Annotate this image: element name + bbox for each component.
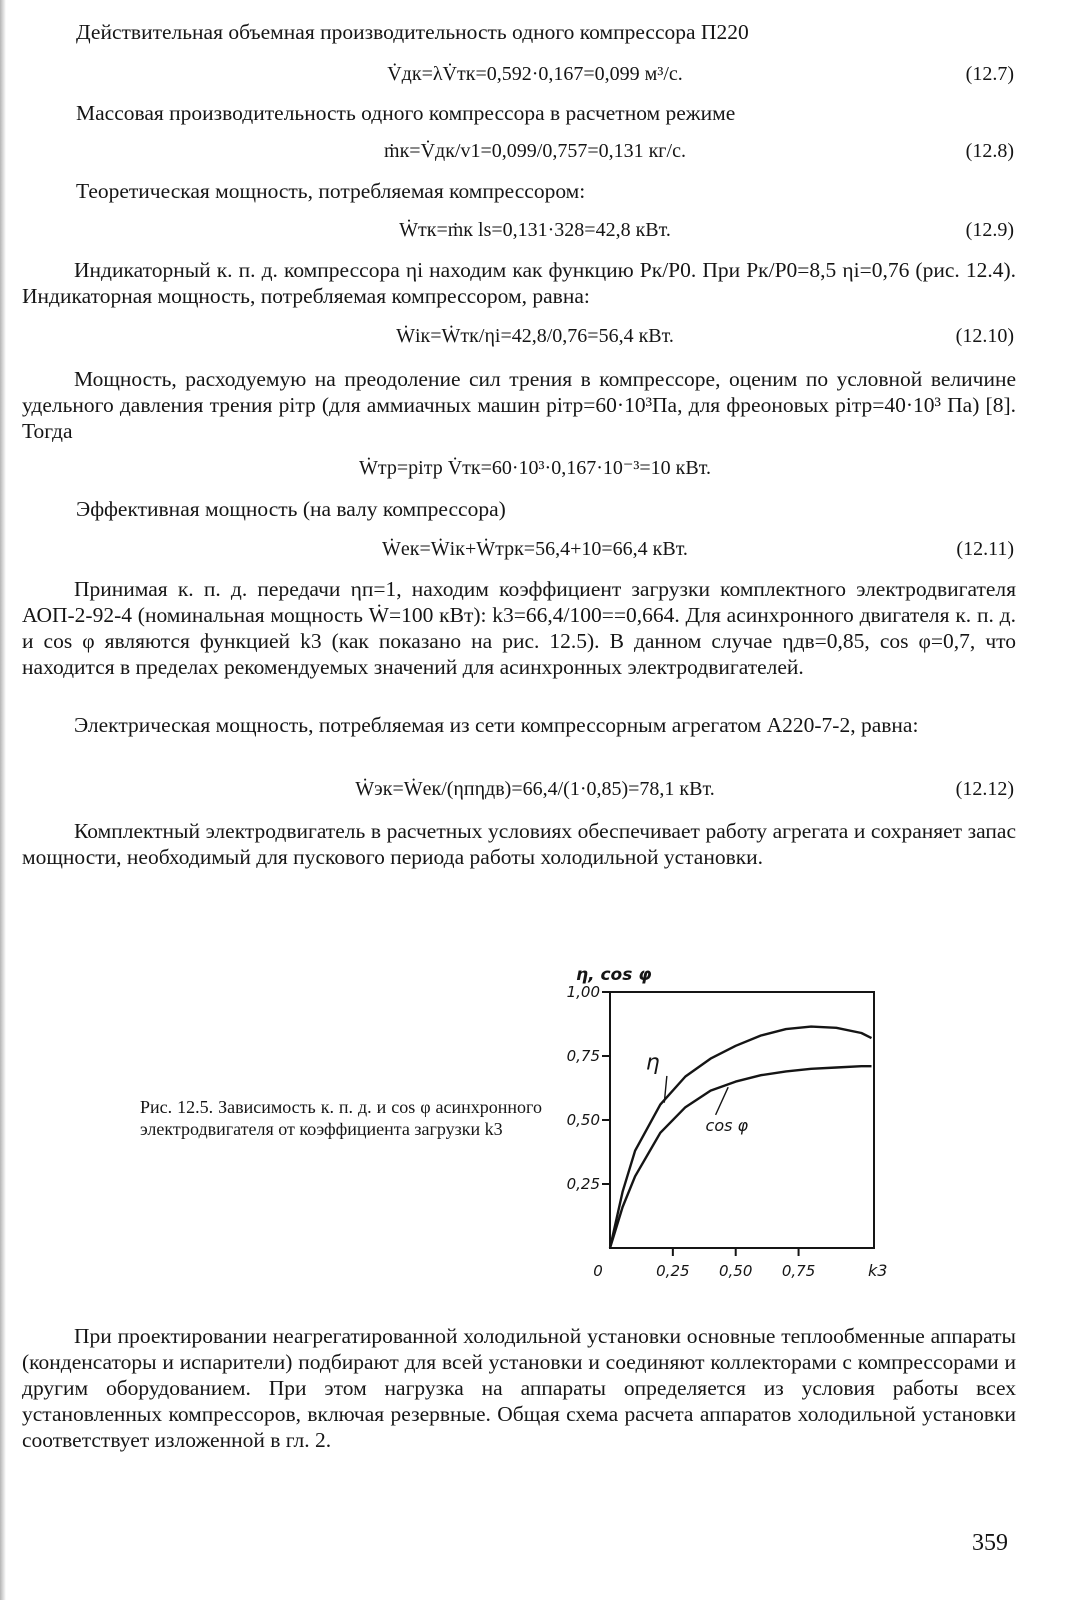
paragraph-conclusion: Комплектный электродвигатель в расчетных условиях обеспечивает работу агрегата и сохраняет запас мощности, необходимый для пускового периода работы холодильной установки. xyxy=(22,819,1016,869)
figure-caption: Рис. 12.5. Зависимость к. п. д. и cos φ асинхронного электродвигателя от коэффициента загрузки k3 xyxy=(140,1097,542,1139)
y-axis-label: η, cos φ xyxy=(576,965,652,985)
equation-friction xyxy=(0,454,1070,482)
equation-formula: Ẇтк=ṁк ls=0,131·328=42,8 кВт. xyxy=(399,219,671,241)
paragraph-effective-power: Эффективная мощность (на валу компрессора) xyxy=(76,497,506,521)
x-tick-label: 0,50 xyxy=(719,1262,753,1280)
y-tick-label: 0,75 xyxy=(566,1047,600,1065)
x-tick-label: 0 xyxy=(593,1262,603,1280)
equation-number: (12.9) xyxy=(965,219,1014,241)
equation-number: (12.8) xyxy=(965,140,1014,162)
x-axis-label: k3 xyxy=(868,1261,888,1280)
paragraph-mass-capacity: Массовая производительность одного компрессора в расчетном режиме xyxy=(76,101,736,125)
series-label-eta: η xyxy=(645,1050,660,1076)
y-tick-label: 0,50 xyxy=(566,1111,600,1129)
paragraph-electric-power: Электрическая мощность, потребляемая из сети компрессорным агрегатом А220-7-2, равна: xyxy=(74,713,919,737)
equation-number: (12.7) xyxy=(965,63,1014,85)
y-tick-label: 0,25 xyxy=(566,1175,600,1193)
equation-formula: ṁк=V̇дк/v1=0,099/0,757=0,131 кг/с. xyxy=(384,140,686,162)
equation-formula: Ẇтр=piтр V̇тк=60·10³·0,167·10⁻³=10 кВт. xyxy=(359,457,711,479)
series-line-cos-phi xyxy=(610,1066,872,1248)
equation-12-12 xyxy=(0,775,1070,803)
paragraph-volumetric-capacity: Действительная объемная производительность одного компрессора П220 xyxy=(76,20,749,44)
equation-12-7 xyxy=(0,60,1070,88)
paragraph-friction-power: Мощность, расходуемую на преодоление сил трения в компрессоре, оценим по условной величине удельного давления трения piтр (для аммиачных машин piтр=60·10³Па, для фреоновых piтр=40·10³ Па) [8]. Тогда xyxy=(22,367,1016,443)
efficiency-chart xyxy=(566,952,896,1282)
equation-number: (12.11) xyxy=(956,538,1014,560)
equation-formula: Ẇэк=Ẇeк/(ηпηдв)=66,4/(1·0,85)=78,1 кВт. xyxy=(355,778,715,800)
equation-12-11 xyxy=(0,535,1070,563)
page-number: 359 xyxy=(972,1530,1008,1556)
equation-12-8 xyxy=(0,137,1070,165)
series-label-cos-phi: cos φ xyxy=(705,1116,749,1136)
equation-formula: Ẇeк=Ẇiк+Ẇтрк=56,4+10=66,4 кВт. xyxy=(382,538,688,560)
y-tick-label: 1,00 xyxy=(566,983,600,1001)
paragraph-indicator-efficiency: Индикаторный к. п. д. компрессора ηi находим как функцию Pк/P0. При Pк/P0=8,5 ηi=0,76 (рис. 12.4). Индикаторная мощность, потребляемая компрессором, равна: xyxy=(22,258,1016,308)
equation-formula: Ẇiк=Ẇтк/ηi=42,8/0,76=56,4 кВт. xyxy=(396,325,674,347)
x-tick-label: 0,75 xyxy=(781,1262,816,1280)
paragraph-theoretical-power: Теоретическая мощность, потребляемая компрессором: xyxy=(76,179,586,203)
equation-formula: V̇дк=λV̇тк=0,592·0,167=0,099 м³/с. xyxy=(387,63,683,85)
paragraph-design: При проектировании неагрегатированной холодильной установки основные теплообменные аппараты (конденсаторы и испарители) подбирают для всей установки и соединяют коллекторами с компрессорами и другим оборудованием. При этом нагрузка на аппараты определяется из условия работы всех установленных компрессоров, включая резервные. Общая схема расчета аппаратов холодильной установки соответствует изложенной в гл. 2. xyxy=(22,1324,1016,1452)
equation-12-10 xyxy=(0,322,1070,350)
leader-cos-phi xyxy=(716,1087,729,1115)
paragraph-motor-load: Принимая к. п. д. передачи ηп=1, находим коэффициент загрузки комплектного электродвигателя АОП-2-92-4 (номинальная мощность Ẇ=100 кВт): k3=66,4/100==0,664. Для асинхронного двигателя к. п. д. и cos φ являются функцией k3 (как показано на рис. 12.5). В данном случае ηдв=0,85, cos φ=0,7, что находится в пределах рекомендуемых значений для асинхронных электродвигателей. xyxy=(22,577,1016,679)
equation-12-9 xyxy=(0,216,1070,244)
equation-number: (12.12) xyxy=(955,778,1014,800)
equation-number: (12.10) xyxy=(955,325,1014,347)
x-tick-label: 0,25 xyxy=(656,1262,690,1280)
